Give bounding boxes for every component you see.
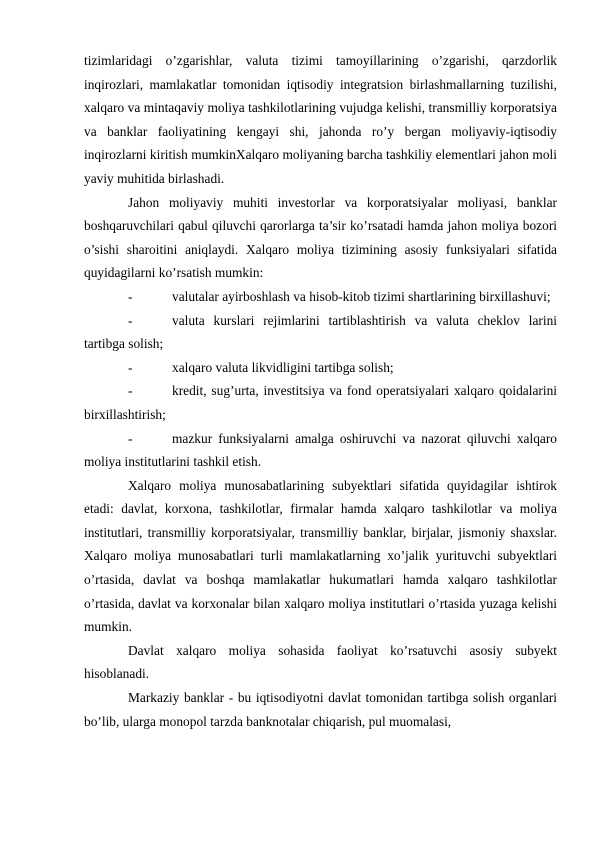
list-item: [84, 379, 557, 426]
list-dash: -: [128, 430, 133, 446]
list-item-text: kredit, sug’urta, investitsiya va fond operatsiyalari xalqaro qoidalarini birxillashtirish;: [84, 383, 557, 422]
list-item: [84, 427, 557, 474]
list-dash: -: [128, 383, 133, 399]
list-item-text: valuta kurslari rejimlarini tartiblashtirish va valuta cheklov larini tartibga solish;: [84, 312, 557, 352]
list-item-text: xalqaro valuta likvidligini tartibga solish;: [172, 359, 394, 375]
list-dash: -: [128, 288, 133, 304]
list-item-text: mazkur funksiyalarni amalga oshiruvchi va nazorat qiluvchi xalqaro moliya institutlarini tashkil etish.: [84, 430, 557, 470]
paragraph-3: Xalqaro moliya munosabatlarining subyektlari sifatida quyidagilar ishtirok etadi: davlat, korxona, tashkilotlar, firmalar hamda xalqaro tashkilotlar va moliya institutlari, transmilliy korporatsiyalar, transmilliy banklar, birjalar, jismoniy shaxslar. Xalqaro moliya munosabatlari turli mamlakatlarning xo’jalik yurituvchi subyektlari o’rtasida, davlat va boshqa mamlakatlar hukumatlari hamda xalqaro tashkilotlar o’rtasida, davlat va korxonalar bilan xalqaro moliya institutlari o’rtasida yuzaga kelishi mumkin.: [84, 477, 557, 635]
list-item: [84, 356, 557, 380]
paragraph-2: Jahon moliyaviy muhiti investorlar va korporatsiyalar moliyasi, banklar boshqaruvchilari qabul qiluvchi qarorlarga ta’sir ko’rsatadi hamda jahon moliya bozori o’sishi sharoitini aniqlaydi. Xalqaro moliya tizimining asosiy funksiyalari sifatida quyidagilarni ko’rsatish mumkin:: [84, 194, 557, 281]
paragraph-5: Markaziy banklar - bu iqtisodiyotni davlat tomonidan tartibga solish organlari bo’lib, ularga monopol tarzda banknotalar chiqarish, pul muomalasi,: [84, 690, 557, 729]
paragraph-1: tizimlaridagi o’zgarishlar, valuta tizimi tamoyillarining o’zgarishi, qarzdorlik inqirozlari, mamlakatlar tomonidan iqtisodiy integratsion birlashmallarning tuzilishi, xalqaro va mintaqaviy moliya tashkilotlarining vujudga kelishi, transmilliy korporatsiya va banklar faoliyatining kengayi shi, jahonda ro’y bergan moliyaviy-iqtisodiy inqirozlarni kiritish mumkinXalqaro moliyaning barcha tashkiliy elementlari jahon moli yaviy muhitida birlashadi.: [84, 53, 557, 186]
paragraph-4: Davlat xalqaro moliya sohasida faoliyat ko’rsatuvchi asosiy subyekt hisoblanadi.: [84, 642, 557, 682]
list-dash: -: [128, 359, 133, 375]
list-item-text: valutalar ayirboshlash va hisob-kitob tizimi shartlarining birxillashuvi;: [172, 288, 551, 304]
list-dash: -: [128, 312, 133, 328]
list-item: [84, 309, 557, 356]
document-page: [84, 49, 557, 733]
list-item: [84, 285, 557, 309]
